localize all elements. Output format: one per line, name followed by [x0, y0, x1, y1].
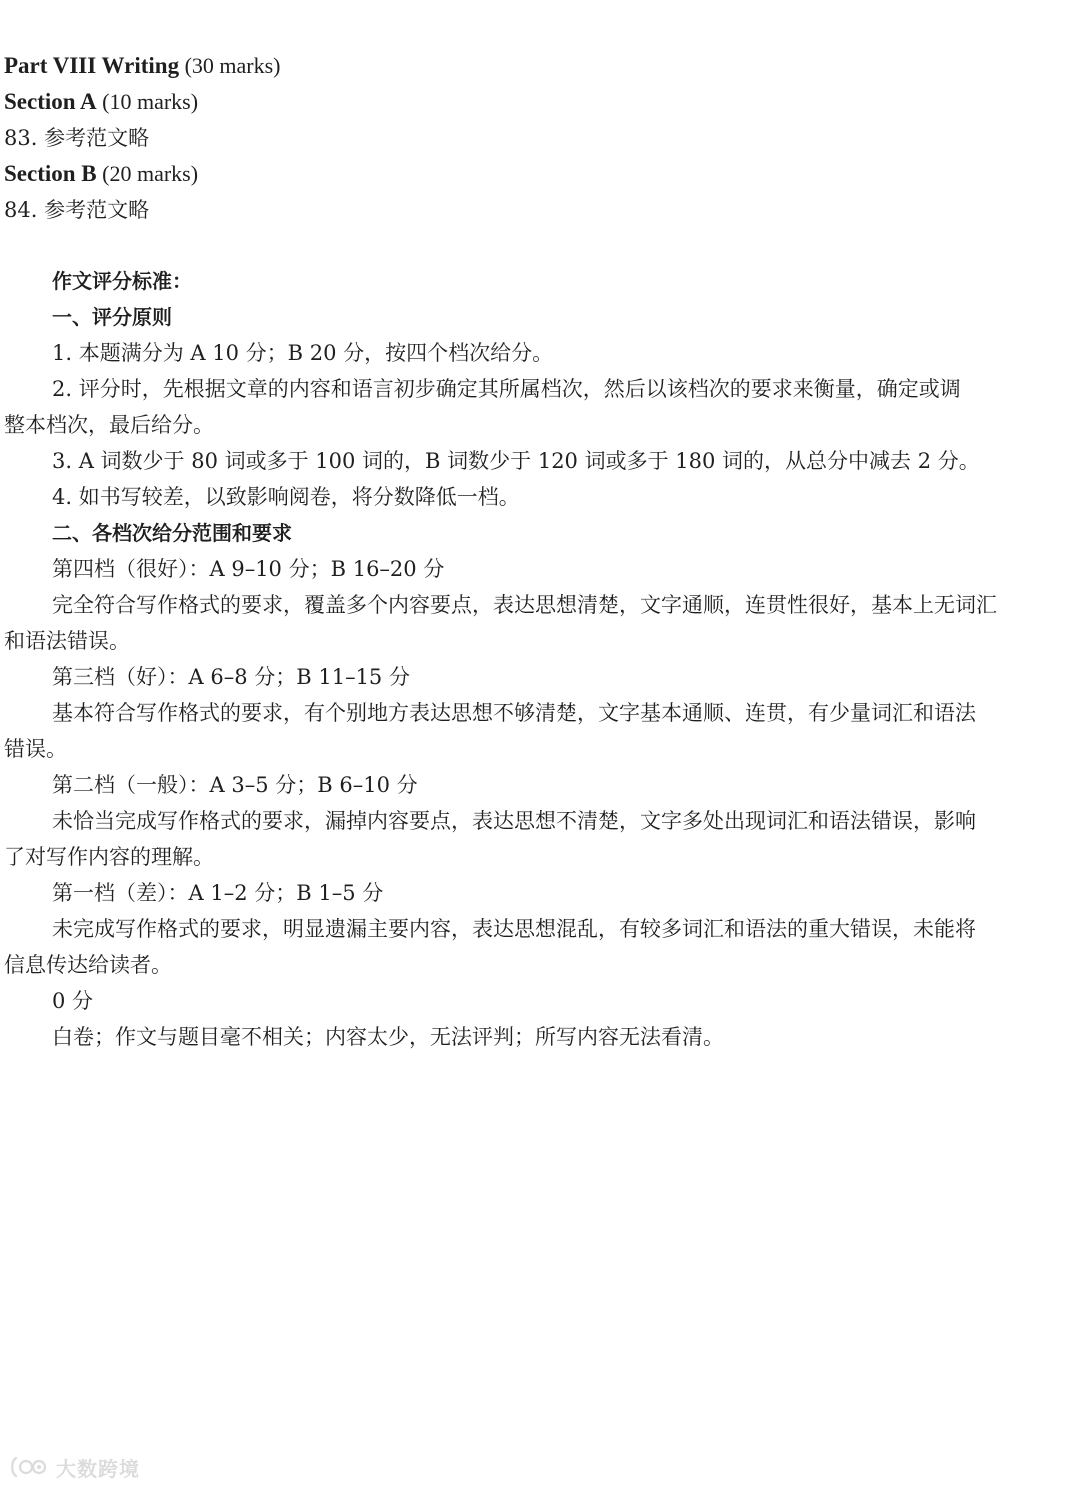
band-2-desc-line-1: 未恰当完成写作格式的要求，漏掉内容要点，表达思想不清楚，文字多处出现词汇和语法错误，影响: [52, 809, 976, 833]
section-b-label: Section B: [4, 161, 97, 186]
band-1-desc-line-1: 未完成写作格式的要求，明显遗漏主要内容，表达思想混乱，有较多词汇和语法的重大错误，未能将: [52, 917, 976, 941]
band-2-desc-line-2: 了对写作内容的理解。: [4, 845, 214, 869]
band-0-title: 0 分: [52, 989, 94, 1013]
principles-heading: 一、评分原则: [52, 305, 172, 329]
part-label: Part VIII Writing: [4, 53, 180, 78]
question-84-answer: 84. 参考范文略: [4, 198, 150, 222]
section-b-heading: [4, 156, 604, 192]
band-0-desc: 白卷；作文与题目毫不相关；内容太少，无法评判；所写内容无法看清。: [52, 1025, 724, 1049]
question-83-answer: 83. 参考范文略: [4, 126, 150, 150]
band-3-desc-line-2: 错误。: [4, 737, 67, 761]
principle-3: 3. A 词数少于 80 词或多于 100 词的，B 词数少于 120 词或多于 180 词的，从总分中减去 2 分。: [52, 449, 980, 473]
watermark: [8, 1454, 140, 1480]
section-a-marks: (10 marks): [96, 89, 199, 114]
band-4-desc-line-1: 完全符合写作格式的要求，覆盖多个内容要点，表达思想清楚，文字通顺，连贯性很好，基本上无词汇: [52, 593, 997, 617]
watermark-logo-icon: [8, 1455, 52, 1479]
principle-2-line-2: 整本档次，最后给分。: [4, 413, 214, 437]
scoring-rubric: [4, 263, 1074, 1055]
writing-answer-header: [4, 48, 604, 228]
principle-2-line-1: 2. 评分时，先根据文章的内容和语言初步确定其所属档次，然后以该档次的要求来衡量，确定或调: [52, 377, 961, 401]
band-4-title: 第四档（很好）：A 9–10 分；B 16–20 分: [52, 557, 445, 581]
ranges-heading: 二、各档次给分范围和要求: [52, 521, 292, 545]
band-4-desc-line-2: 和语法错误。: [4, 629, 130, 653]
band-3-desc-line-1: 基本符合写作格式的要求，有个别地方表达思想不够清楚，文字基本通顺、连贯，有少量词汇和语法: [52, 701, 976, 725]
section-a-label: Section A: [4, 89, 97, 114]
rubric-title: 作文评分标准：: [52, 269, 192, 293]
part-marks: (30 marks): [179, 53, 281, 78]
watermark-text: 大数跨境: [56, 1456, 140, 1481]
band-3-title: 第三档（好）：A 6–8 分；B 11–15 分: [52, 665, 410, 689]
band-1-desc-line-2: 信息传达给读者。: [4, 953, 172, 977]
principle-1: 1. 本题满分为 A 10 分；B 20 分，按四个档次给分。: [52, 341, 554, 365]
band-2-title: 第二档（一般）：A 3–5 分；B 6–10 分: [52, 773, 418, 797]
part-heading: [4, 48, 604, 84]
band-1-title: 第一档（差）：A 1–2 分；B 1–5 分: [52, 881, 384, 905]
principle-4: 4. 如书写较差，以致影响阅卷，将分数降低一档。: [52, 485, 520, 509]
section-a-heading: [4, 84, 604, 120]
section-b-marks: (20 marks): [96, 161, 199, 186]
